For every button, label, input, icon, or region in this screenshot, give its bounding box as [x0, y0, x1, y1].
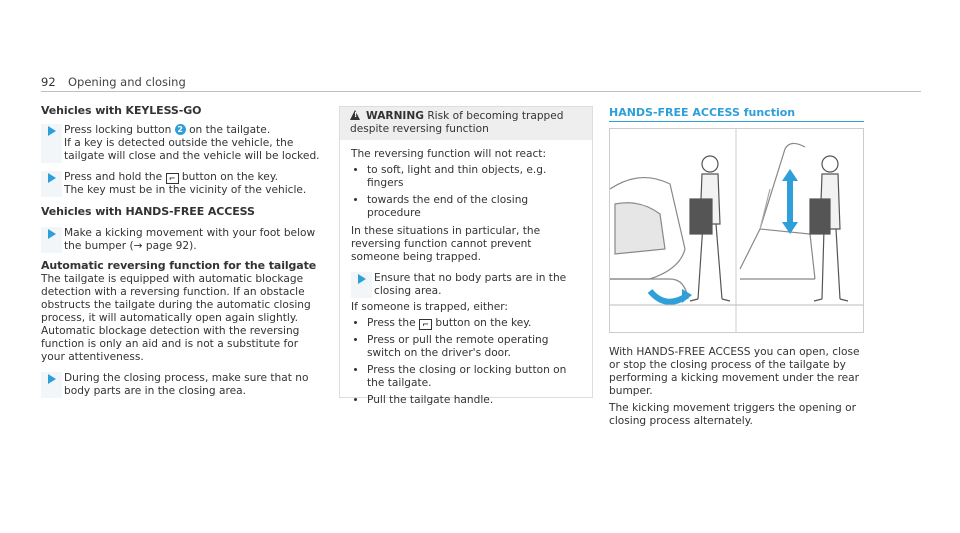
step-closing-care — [41, 372, 323, 398]
list-item: • Press or pull the remote operating switch on the driver's door. — [367, 334, 582, 360]
hands-free-paragraph-2: The kicking movement triggers the opening or closing process alternately. — [609, 402, 856, 427]
step-press-locking-button — [41, 124, 323, 163]
warning-title: Risk of becoming trapped despite reversing function — [350, 110, 564, 135]
step-arrow-icon — [48, 374, 56, 384]
step-kick — [41, 227, 323, 253]
tailgate-key-icon: ⌐ — [419, 319, 432, 330]
step-press-hold-button — [41, 171, 323, 197]
heading-hands-free-function: HANDS-FREE ACCESS function — [609, 106, 796, 119]
heading-rule — [609, 121, 864, 122]
page-number: 92 — [41, 75, 56, 89]
step-arrow-icon — [48, 229, 56, 239]
step-note: If a key is detected outside the vehicle, the tailgate will close and the vehicle will be locked. — [64, 137, 320, 162]
step-text: Ensure that no body parts are in the closing area. — [374, 272, 567, 297]
section-title: Opening and closing — [68, 75, 186, 89]
step-note: The key must be in the vicinity of the vehicle. — [64, 184, 307, 196]
warning-body — [340, 140, 592, 407]
warning-trapped: If someone is trapped, either: — [351, 301, 508, 313]
tailgate-key-icon: ⌐ — [166, 173, 179, 184]
step-text: During the closing process, make sure that no body parts are in the closing area. — [64, 372, 309, 397]
warning-box — [339, 106, 593, 406]
person-left — [690, 156, 730, 301]
warning-step — [351, 272, 582, 298]
list-item: • Pull the tailgate handle. — [367, 394, 582, 407]
left-column — [41, 104, 323, 398]
list-item: • Press the closing or locking button on the tailgate. — [367, 364, 582, 390]
right-text — [609, 346, 867, 428]
warning-triangle-icon: ! — [350, 110, 360, 120]
heading-hands-free: Vehicles with HANDS-FREE ACCESS — [41, 205, 255, 218]
list-item: • towards the end of the closing procedure — [367, 194, 582, 220]
list-text: Press the — [367, 317, 416, 329]
list-text: button on the key. — [435, 317, 532, 329]
warning-list — [351, 164, 582, 220]
person-right — [810, 156, 848, 301]
car-rear-right — [740, 143, 815, 279]
illustration-svg — [610, 129, 863, 332]
warning-label: WARNING — [366, 110, 424, 122]
reversing-paragraph: The tailgate is equipped with automatic blockage detection with a reversing function. If an obstacle obstructs the tailgate during the automatic closing process, it will automatically open again slightly. Automatic blockage detection with the reversing function is only an aid and is not a substitute for your attentiveness. — [41, 273, 311, 363]
heading-keyless-go: Vehicles with KEYLESS-GO — [41, 104, 202, 117]
heading-auto-reversing: Automatic reversing function for the tailgate — [41, 259, 317, 272]
warning-header — [340, 107, 592, 140]
step-text: Press and hold the — [64, 171, 163, 183]
warning-intro: The reversing function will not react: — [351, 148, 547, 160]
header-rule — [41, 91, 921, 92]
trapped-list — [351, 317, 582, 407]
step-arrow-icon — [358, 274, 366, 284]
hands-free-paragraph-1: With HANDS-FREE ACCESS you can open, close or stop the closing process of the tailgate by performing a kicking movement under the rear bumper. — [609, 346, 860, 397]
step-text: Make a kicking movement with your foot below the bumper (→ page 92). — [64, 227, 316, 252]
locking-button-badge: 2 — [175, 124, 186, 135]
car-rear-left — [610, 178, 688, 299]
list-item — [367, 317, 582, 330]
step-text: on the tailgate. — [189, 124, 271, 136]
warning-paragraph: In these situations in particular, the reversing function cannot prevent someone being trapped. — [351, 225, 541, 263]
step-text: Press locking button — [64, 124, 172, 136]
step-text: button on the key. — [181, 171, 278, 183]
step-arrow-icon — [48, 126, 56, 136]
list-item: • to soft, light and thin objects, e.g. fingers — [367, 164, 582, 190]
step-arrow-icon — [48, 173, 56, 183]
open-close-arrow-icon — [782, 169, 798, 234]
hands-free-illustration — [609, 128, 864, 333]
